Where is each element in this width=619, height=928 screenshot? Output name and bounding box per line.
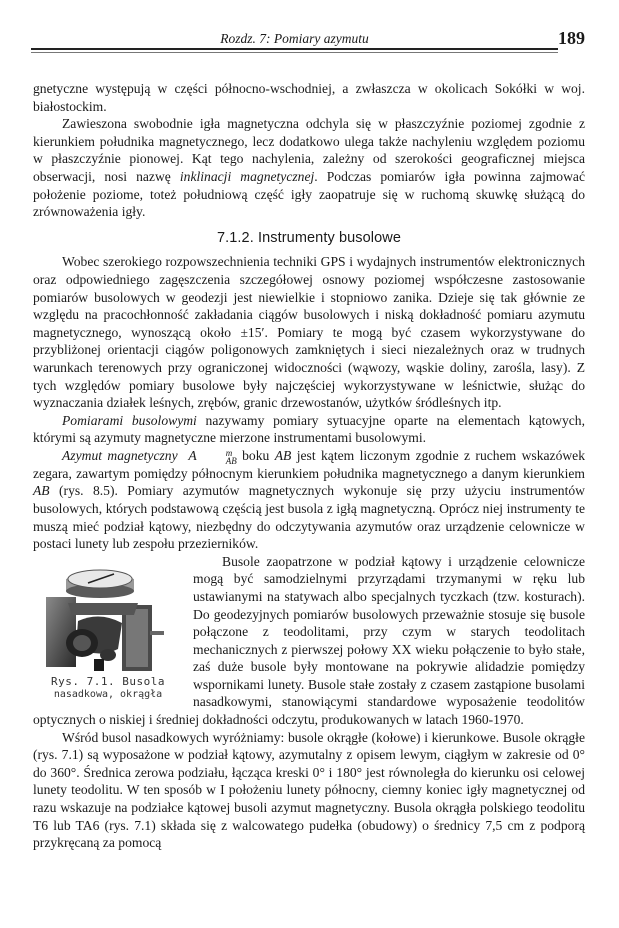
section-title: 7.1.2. Instrumenty busolowe xyxy=(216,229,402,246)
paragraph: Busole zaopatrzone w podział kątowy i urządzenie celownicze mogą być samodzielnymi przyrządami trzymanymi w ręku lub ustawianymi na statywach albo specjalnych tyczkach (tzw. kosturach). Do geodezyjnych pomiarów busolowych przeważnie stosuje się busole połączone z teodolitami, przy czym w starych teodolitach mechanicznych z pierwszej połowy XX wieku połączenie to było stałe, zaś duże busole były montowane na pokrywie alidadzie pomiędzy wspornikami lunety. Busole stałe zostały z czasem zastąpione busolami nasadkowymi, stanowiącymi standardowe wyposażenie teodolitów optycznych o niskiej i średniej dokładności odczytu, produkowanych w latach 1960-1970. xyxy=(33,553,585,728)
header-rule xyxy=(31,48,558,50)
azimuth-symbol xyxy=(188,447,237,466)
superscript: m xyxy=(225,447,233,458)
text: boku xyxy=(236,447,275,463)
symbol-indices xyxy=(197,449,237,465)
symbol: A xyxy=(188,447,197,463)
paragraph xyxy=(33,412,585,447)
header-rule-thin xyxy=(31,52,558,53)
page-number: 189 xyxy=(558,28,585,48)
text: Zawieszona swobodnie igła magnetyczna odchyla się w płaszczyźnie poziomej zgodnie z kierunkiem południka magnetycznego, lecz dodatkowo ulega także nachyleniu względem poziomu w płaszczyźnie pionowej. Kąt tego nachylenia, zależny od szerokości geograficznej miejsca obserwacji, nosi nazwę xyxy=(33,116,585,184)
caption-line: nasadkowa, okrągła xyxy=(53,688,163,700)
paragraph: Wobec szerokiego rozpowszechnienia techniki GPS i wydajnych instrumentów elektronicznych oraz odpowiedniego zagęszczenia szczegółowej osnowy poziomej współczesne zastosowanie pomiarów busolowych w geodezji jest niewielkie i stopniowo zanika. Dzieje się tak głównie ze względu na pracochłonność zakładania ciągów busolowych i niską dokładność pomiaru azymutu magnetycznego, wynoszącą około ±15′. Pomiary te mogą być czasem wykorzystywane do przybliżonej orientacji ciągów poligonowych zamkniętych i sieci niezależnych oraz w trudnych warunkach terenowych przy ograniczonej widoczności (wąwozy, wąskie doliny, zarośla, lasy). Z tych względów pomiary busolowe były najczęściej wykorzystywane w leśnictwie, służąc do wyznaczania działek leśnych, zrębów, granic drzewostanów, użytków śródleśnych itp. xyxy=(33,254,585,411)
text: jest kątem liczonym zgodnie z ruchem wskazówek zegara, zawartym pomiędzy północnym kierunkiem południka magnetycznego a danym kierunkiem xyxy=(33,447,586,481)
page-body xyxy=(33,80,585,852)
paragraph: Wśród busol nasadkowych wyróżniamy: busole okrągłe (kołowe) i kierunkowe. Busole okrągłe (rys. 7.1) są wyposażone w podział kątowy, azymutalny z opisem lewym, ciągłym w zakresie od 0° do 360°. Średnica zerowa podziału, łącząca kreski 0° i 180° jest równoległa do kierunku osi celowej lunety teodolitu. W ten sposób w I położeniu lunety północny, ciemny koniec igły magnetycznej od razu wskazuje na podziałce kątowej busoli azymut magnetyczny. Busola okrągła polskiego teodolitu T6 lub TA6 (rys. 7.1) składa się z walcowatego pudełka (obudowy) o średnicy 7,5 cm z podporą przykręcaną za pomocą xyxy=(33,729,585,851)
figure-caption xyxy=(33,675,183,701)
term: Pomiarami busolowymi xyxy=(62,412,197,428)
paragraph xyxy=(33,115,585,221)
caption-line: Rys. 7.1. Busola xyxy=(51,674,165,688)
text: nazywamy pomiary sytuacyjne oparte na elementach kątowych, którymi są azymuty magnetyczne mierzone instrumentami busolowymi. xyxy=(33,412,585,446)
paragraph: gnetyczne występują w części północno-wschodniej, a zwłaszcza w okolicach Sokółki w woj. białostockim. xyxy=(33,81,585,114)
paragraph xyxy=(33,447,585,553)
term: inklinacji magnetycznej xyxy=(179,168,315,184)
subscript: AB xyxy=(225,455,237,466)
compass-photo xyxy=(38,559,174,671)
running-head: Rozdz. 7: Pomiary azymutu xyxy=(220,31,369,46)
figure-7-1 xyxy=(33,553,183,701)
segment-label: AB xyxy=(33,483,50,499)
text: . Podczas pomiarów igła powinna zajmować położenie poziome, toteż południową część igły zaopatruje się w ruchomą skuwkę służącą do zrównoważenia igły. xyxy=(33,168,585,220)
term: Azymut magnetyczny xyxy=(62,447,178,463)
page-header xyxy=(31,28,585,54)
segment-label: AB xyxy=(274,447,292,463)
text: (rys. 8.5). Pomiary azymutów magnetycznych wykonuje się przy użyciu instrumentów busolowych, których podstawową częścią jest busola z igłą magnetyczną. Oprócz niej instrumenty te muszą mieć podział kątowy, niezbędny do odczytywania azymutów oraz urządzenie celownicze w postaci lunety lub zespołu przezierników. xyxy=(33,483,585,552)
compass-theodolite-icon xyxy=(38,559,174,671)
